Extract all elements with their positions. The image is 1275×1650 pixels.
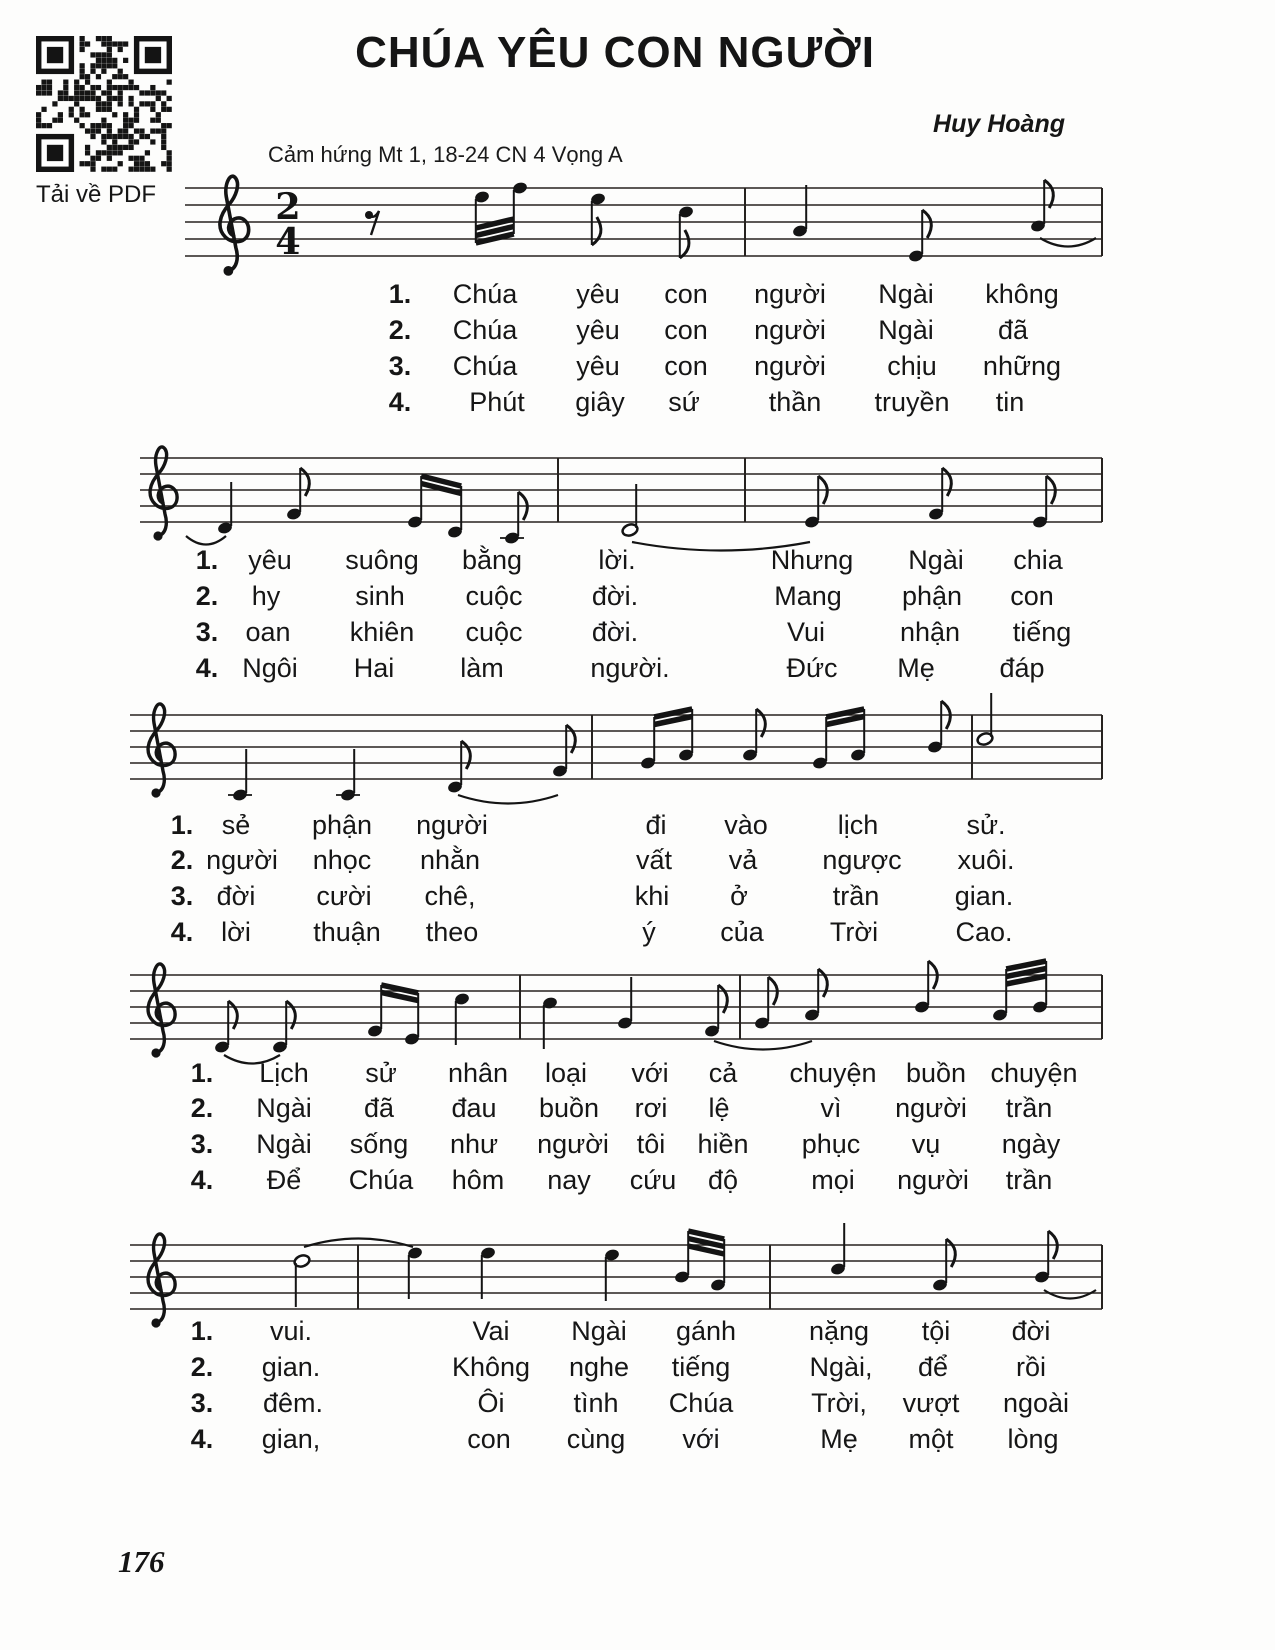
lyric-word: vào: [724, 810, 768, 840]
lyric-word: con: [664, 315, 708, 345]
lyric-word: với: [631, 1058, 669, 1088]
lyric-word: con: [467, 1424, 511, 1454]
lyric-word: người.: [590, 653, 670, 683]
lyric-word: đau: [451, 1093, 497, 1123]
lyric-word: cứu: [629, 1165, 677, 1195]
staff-3: [130, 693, 1102, 804]
lyric-word: sứ: [668, 387, 700, 417]
lyric-word: làm: [460, 653, 504, 683]
lyric-word: ở: [730, 881, 748, 911]
lyric-word: tiếng: [671, 1352, 731, 1382]
lyric-word: Phút: [469, 387, 525, 417]
lyric-word: chuyện: [789, 1058, 877, 1088]
lyric-word: gian.: [954, 881, 1014, 911]
verse-number: 4.: [388, 387, 412, 417]
lyric-word: tình: [573, 1388, 619, 1418]
note-flag: [300, 468, 309, 496]
lyric-word: chịu: [887, 351, 937, 381]
note-flag: [592, 217, 601, 245]
lyric-word: Chúa: [452, 315, 518, 345]
lyric-word: người: [537, 1129, 609, 1159]
lyric-word: người: [206, 845, 278, 875]
note-flag: [942, 468, 951, 496]
note-flag: [922, 210, 931, 238]
lyric-word: sinh: [355, 581, 405, 611]
lyric-word: lời.: [598, 545, 636, 575]
lyric-word: sử.: [966, 810, 1006, 840]
time-signature: 4: [275, 220, 301, 263]
lyric-word: lệ: [708, 1093, 730, 1123]
verse-number: 4.: [190, 1424, 214, 1454]
lyric-word: người: [897, 1165, 969, 1195]
lyric-word: gánh: [675, 1316, 737, 1346]
lyric-word: trần: [1005, 1093, 1053, 1123]
page-number: 176: [118, 1544, 165, 1579]
lyric-word: con: [664, 279, 708, 309]
lyric-word: của: [720, 917, 764, 947]
lyric-word: người: [895, 1093, 967, 1123]
lyric-word: Chúa: [348, 1165, 414, 1195]
lyric-word: chuyện: [990, 1058, 1078, 1088]
lyric-word: Ngài: [878, 315, 934, 345]
lyric-word: người: [754, 351, 826, 381]
lyric-word: trần: [1005, 1165, 1053, 1195]
lyric-word: cuộc: [465, 617, 523, 647]
lyric-word: tôi: [636, 1129, 666, 1159]
lyric-word: Chúa: [452, 351, 518, 381]
lyric-word: truyền: [874, 387, 950, 417]
lyric-word: nhằn: [419, 845, 481, 875]
lyric-word: bằng: [461, 545, 523, 575]
note-flag: [461, 741, 470, 769]
lyric-word: Để: [266, 1165, 302, 1195]
lyric-word: đời: [216, 881, 256, 911]
lyric-word: tiếng: [1012, 617, 1072, 647]
lyric-word: nhân: [447, 1058, 509, 1088]
lyric-word: yêu: [248, 545, 292, 575]
lyric-word: với: [682, 1424, 720, 1454]
lyric-word: xuôi.: [957, 845, 1015, 875]
lyric-word: khi: [634, 881, 670, 911]
staff-2: [140, 447, 1102, 551]
verse-number: 1.: [190, 1316, 214, 1346]
lyric-word: Ngôi: [242, 653, 298, 683]
lyric-word: người: [754, 279, 826, 309]
lyric-word: gian.: [261, 1352, 321, 1382]
note-flag: [286, 1001, 295, 1029]
lyric-word: hy: [251, 581, 281, 611]
tie: [458, 795, 558, 804]
lyric-word: một: [908, 1424, 954, 1454]
verse-number: 1.: [388, 279, 412, 309]
inspiration-subtitle: Cảm hứng Mt 1, 18-24 CN 4 Vọng A: [268, 142, 623, 167]
lyric-word: chia: [1013, 545, 1063, 575]
lyric-word: Cao.: [955, 917, 1013, 947]
lyric-word: vui.: [269, 1316, 313, 1346]
lyric-word: phận: [311, 810, 373, 840]
lyric-word: cuộc: [465, 581, 523, 611]
lyric-word: Ngài: [908, 545, 964, 575]
lyric-word: tin: [995, 387, 1025, 417]
note-flag: [718, 985, 727, 1013]
verse-number: 4.: [170, 917, 194, 947]
lyric-word: Vui: [786, 617, 826, 647]
lyric-word: Ôi: [477, 1388, 505, 1418]
lyric-word: đi: [645, 810, 667, 840]
tie: [714, 1041, 812, 1050]
lyric-word: yêu: [576, 351, 620, 381]
lyric-word: nhọc: [312, 845, 372, 875]
lyric-word: đời: [1011, 1316, 1051, 1346]
lyric-word: Ngài,: [809, 1352, 873, 1382]
lyric-word: ý: [642, 917, 656, 947]
staff-4: [130, 961, 1102, 1064]
lyric-word: con: [1010, 581, 1054, 611]
lyric-word: buồn: [905, 1058, 967, 1088]
lyric-word: suông: [345, 545, 419, 575]
lyric-word: sẻ: [221, 810, 251, 840]
lyric-word: mọi: [811, 1165, 855, 1195]
lyric-word: vất: [635, 845, 673, 875]
lyric-word: như: [449, 1129, 499, 1159]
note-flag: [228, 1001, 237, 1029]
lyric-word: cười: [316, 881, 372, 911]
note-flag: [756, 709, 765, 737]
verse-number: 2.: [195, 581, 219, 611]
lyric-word: Lịch: [259, 1058, 309, 1088]
lyric-word: tội: [921, 1316, 951, 1346]
lyric-word: Mẹ: [897, 653, 935, 683]
lyric-word: con: [664, 351, 708, 381]
lyric-word: những: [982, 351, 1062, 381]
lyric-word: hiền: [697, 1129, 749, 1159]
lyric-word: ngược: [822, 845, 902, 875]
lyric-word: rồi: [1015, 1352, 1047, 1382]
lyric-word: phục: [801, 1129, 861, 1159]
verse-number: 1.: [170, 810, 194, 840]
lyric-word: độ: [707, 1165, 739, 1195]
lyric-word: oan: [245, 617, 291, 647]
lyric-word: Vai: [472, 1316, 510, 1346]
lyric-word: giây: [575, 387, 625, 417]
lyric-word: Mang: [774, 581, 842, 611]
lyric-word: lời: [221, 917, 251, 947]
verse-number: 3.: [190, 1129, 214, 1159]
lyric-word: người: [754, 315, 826, 345]
staff-5: [130, 1223, 1102, 1328]
lyric-word: theo: [425, 917, 479, 947]
song-title: CHÚA YÊU CON NGƯỜI: [355, 28, 875, 77]
verse-number: 4.: [195, 653, 219, 683]
note-flag: [946, 1239, 955, 1267]
lyric-word: yêu: [576, 315, 620, 345]
lyric-word: người: [416, 810, 488, 840]
lyric-word: Chúa: [452, 279, 518, 309]
lyric-word: thần: [768, 387, 822, 417]
lyric-word: Mẹ: [820, 1424, 858, 1454]
lyric-word: cùng: [566, 1424, 626, 1454]
verse-number: 3.: [190, 1388, 214, 1418]
lyric-word: nay: [547, 1165, 591, 1195]
lyric-word: nhận: [899, 617, 961, 647]
tie: [186, 536, 226, 545]
lyric-word: Chúa: [668, 1388, 734, 1418]
lyric-word: ngày: [1001, 1129, 1061, 1159]
lyric-word: ngoài: [1002, 1388, 1070, 1418]
staff-1: [185, 176, 1102, 276]
composer-name: Huy Hoàng: [933, 110, 1065, 138]
lyric-word: sử: [365, 1058, 397, 1088]
verse-number: 2.: [190, 1093, 214, 1123]
lyric-word: không: [985, 279, 1059, 309]
lyric-word: thuận: [313, 917, 381, 947]
note-flag: [566, 725, 575, 753]
lyric-word: trần: [832, 881, 880, 911]
lyric-word: Không: [451, 1352, 531, 1382]
lyric-word: khiên: [349, 617, 415, 647]
note-flag: [1044, 180, 1053, 208]
note-flag: [680, 230, 689, 258]
lyric-word: vượt: [902, 1388, 960, 1418]
lyric-word: gian,: [261, 1424, 321, 1454]
lyric-word: yêu: [576, 279, 620, 309]
lyric-word: Ngài: [878, 279, 934, 309]
verse-number: 2.: [388, 315, 412, 345]
lyric-word: Nhưng: [770, 545, 854, 575]
lyric-word: Ngài: [571, 1316, 627, 1346]
lyric-word: phận: [901, 581, 963, 611]
verse-number: 4.: [190, 1165, 214, 1195]
verse-number: 2.: [170, 845, 194, 875]
verse-number: 1.: [195, 545, 219, 575]
lyric-word: hôm: [451, 1165, 505, 1195]
lyric-word: rơi: [634, 1093, 668, 1123]
lyric-word: Ngài: [256, 1093, 312, 1123]
verse-number: 3.: [195, 617, 219, 647]
note-flag: [818, 969, 827, 997]
lyric-word: đời.: [591, 617, 639, 647]
lyric-word: đêm.: [262, 1388, 324, 1418]
lyric-word: Trời,: [811, 1388, 867, 1418]
verse-number: 3.: [170, 881, 194, 911]
lyric-word: Ngài: [256, 1129, 312, 1159]
lyric-word: vả: [728, 845, 758, 875]
verse-number: 3.: [388, 351, 412, 381]
lyric-word: cả: [708, 1058, 738, 1088]
verse-number: 2.: [190, 1352, 214, 1382]
lyric-word: đáp: [999, 653, 1045, 683]
lyric-word: lòng: [1007, 1424, 1059, 1454]
lyric-word: nghe: [568, 1352, 630, 1382]
lyric-word: Hai: [353, 653, 395, 683]
lyric-word: đã: [997, 315, 1029, 345]
time-signature: 2: [275, 185, 301, 228]
lyric-word: đã: [363, 1093, 395, 1123]
lyric-word: loại: [544, 1058, 588, 1088]
lyric-word: buồn: [538, 1093, 600, 1123]
lyric-word: vì: [820, 1093, 842, 1123]
lyric-word: Trời: [829, 917, 879, 947]
lyric-word: Đức: [786, 653, 838, 683]
tie: [1044, 1290, 1096, 1299]
lyric-word: nặng: [808, 1316, 870, 1346]
lyric-word: vụ: [911, 1129, 941, 1159]
verse-number: 1.: [190, 1058, 214, 1088]
lyric-word: chê,: [424, 881, 476, 911]
lyric-word: sống: [349, 1129, 409, 1159]
lyric-word: đời.: [591, 581, 639, 611]
qr-caption[interactable]: Tải về PDF: [36, 181, 157, 208]
lyric-word: lịch: [837, 810, 879, 840]
lyric-word: để: [917, 1352, 949, 1382]
